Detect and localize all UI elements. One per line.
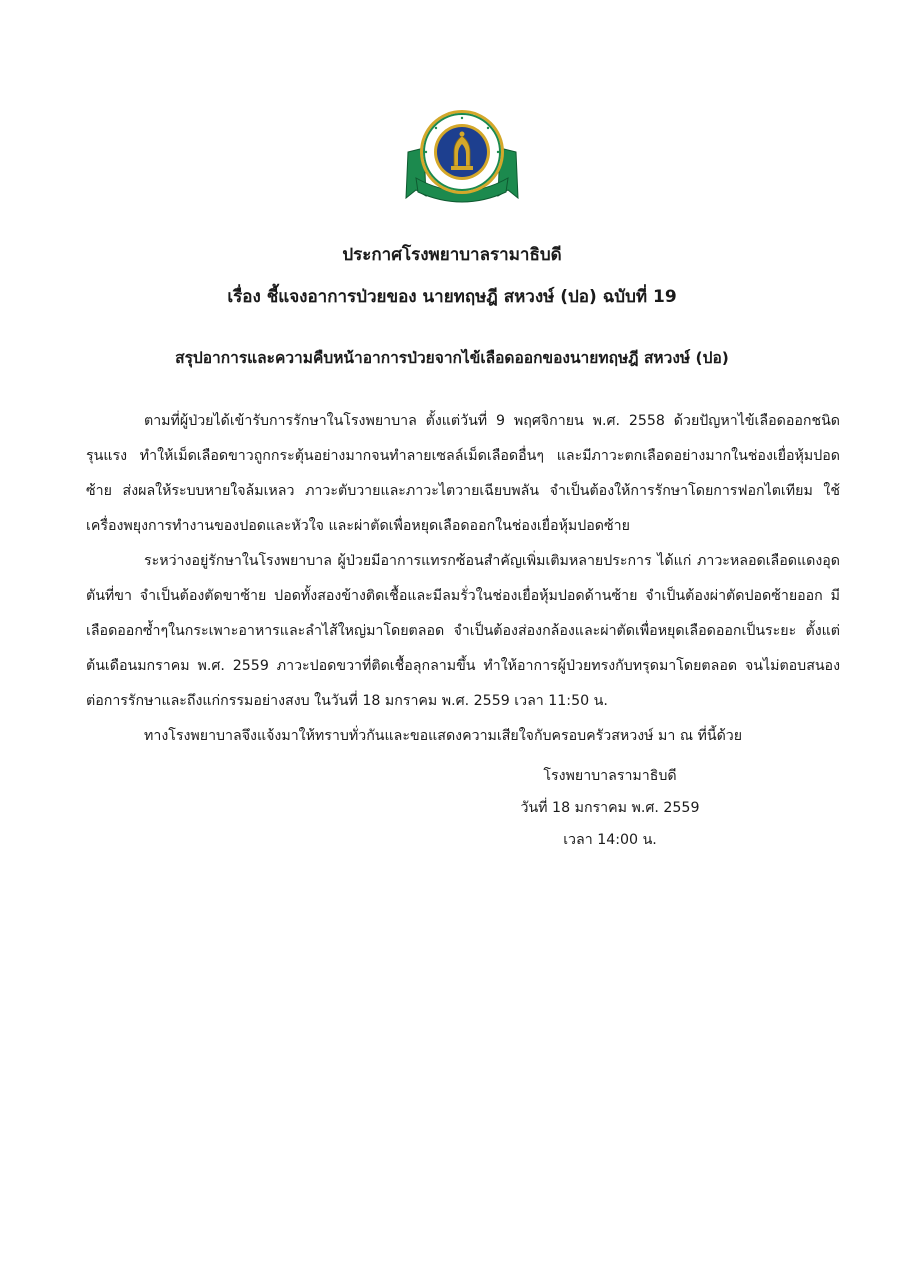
announcement-summary: สรุปอาการและความคืบหน้าอาการป่วยจากไข้เลือดออกของนายทฤษฎี สหวงษ์ (ปอ) [175, 349, 729, 367]
announcement-title: ประกาศโรงพยาบาลรามาธิบดี [342, 245, 562, 265]
body-paragraph: ระหว่างอยู่รักษาในโรงพยาบาล ผู้ป่วยมีอาการแทรกซ้อนสำคัญเพิ่มเติมหลายประการ ได้แก่ ภาวะหลอดเลือดแดงอุดตันที่ขา จำเป็นต้องตัดขาซ้าย ปอดทั้งสองข้างติดเชื้อและมีลมรั่วในช่องเยื่อหุ้มปอดด้านซ้าย จำเป็นต้องผ่าตัดปอดซ้ายออก มีเลือดออกซ้ำๆในกระเพาะอาหารและลำไส้ใหญ่มาโดยตลอด จำเป็นต้องส่องกล้องและผ่าตัดเพื่อหยุดเลือดออกเป็นระยะ ตั้งแต่ต้นเดือนมกราคม พ.ศ. 2559 ภาวะปอดขวาที่ติดเชื้อลุกลามขึ้น ทำให้อาการผู้ป่วยทรงกับทรุดมาโดยตลอด จนไม่ตอบสนองต่อการรักษาและถึงแก่กรรมอย่างสงบ ในวันที่ 18 มกราคม พ.ศ. 2559 เวลา 11:50 น. [86, 553, 840, 709]
hospital-seal-icon [402, 108, 522, 206]
signature-block [480, 760, 740, 856]
signature-time: เวลา 14:00 น. [563, 832, 657, 848]
signature-organization: โรงพยาบาลรามาธิบดี [543, 768, 677, 784]
signature-date: วันที่ 18 มกราคม พ.ศ. 2559 [520, 800, 700, 816]
announcement-subject: เรื่อง ชี้แจงอาการป่วยของ นายทฤษฎี สหวงษ์ (ปอ) ฉบับที่ 19 [227, 287, 677, 307]
body-paragraph: ทางโรงพยาบาลจึงแจ้งมาให้ทราบทั่วกันและขอแสดงความเสียใจกับครอบครัวสหวงษ์ มา ณ ที่นี้ด้วย [144, 728, 743, 744]
announcement-body [86, 404, 840, 754]
body-paragraph: ตามที่ผู้ป่วยได้เข้ารับการรักษาในโรงพยาบาล ตั้งแต่วันที่ 9 พฤศจิกายน พ.ศ. 2558 ด้วยปัญหาไข้เลือดออกชนิดรุนแรง ทำให้เม็ดเลือดขาวถูกกระตุ้นอย่างมากจนทำลายเซลล์เม็ดเลือดอื่นๆ และมีภาวะตกเลือดอย่างมากในช่องเยื่อหุ้มปอดซ้าย ส่งผลให้ระบบหายใจล้มเหลว ภาวะตับวายและภาวะไตวายเฉียบพลัน จำเป็นต้องให้การรักษาโดยการฟอกไตเทียม ใช้เครื่องพยุงการทำงานของปอดและหัวใจ และผ่าตัดเพื่อหยุดเลือดออกในช่องเยื่อหุ้มปอดซ้าย [86, 413, 840, 534]
